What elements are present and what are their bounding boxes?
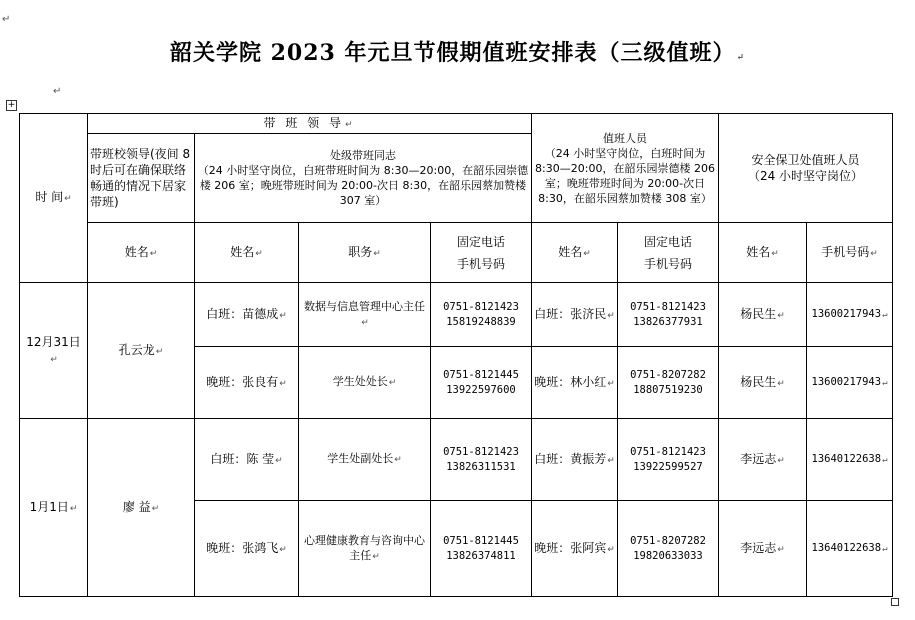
table-row bbox=[20, 283, 893, 347]
security-staff-mobile: 13600217943↵ bbox=[807, 283, 893, 347]
security-staff-mobile: 13640122638↵ bbox=[807, 501, 893, 597]
date-cell: 1月1日↵ bbox=[20, 419, 88, 597]
date-cell: 12月31日↵ bbox=[20, 283, 88, 419]
col-sec-mobile: 手机号码↵ bbox=[807, 223, 893, 283]
table-move-handle[interactable]: + bbox=[7, 100, 16, 110]
duty-staff-name: 晚班：张阿宾↵ bbox=[532, 501, 618, 597]
security-staff-name: 李远志↵ bbox=[719, 501, 807, 597]
col-sec-name: 姓名↵ bbox=[719, 223, 807, 283]
dept-leader-phone: 0751-8121423 15819248839 bbox=[431, 283, 532, 347]
security-staff-name: 杨民生↵ bbox=[719, 283, 807, 347]
school-leader-header: 带班校领导(夜间 8 时后可在确保联络畅通的情况下居家带班) bbox=[88, 134, 195, 223]
leader-group-header: 带 班 领 导↵ bbox=[88, 114, 532, 134]
col-dept-post: 职务↵ bbox=[299, 223, 431, 283]
dept-leader-post: 学生处处长↵ bbox=[299, 347, 431, 419]
duty-staff-phone: 0751-8121423 13826377931 bbox=[618, 283, 719, 347]
dept-leader-phone: 0751-8121445 13826374811 bbox=[431, 501, 532, 597]
col-dept-name: 姓名↵ bbox=[195, 223, 299, 283]
dept-leader-phone: 0751-8121445 13922597600 bbox=[431, 347, 532, 419]
title-text: 韶关学院 2023 年元旦节假期值班安排表（三级值班） bbox=[169, 40, 736, 66]
school-leader-name: 廖 益↵ bbox=[88, 419, 195, 597]
table-row bbox=[20, 419, 893, 501]
col-leader-name: 姓名↵ bbox=[88, 223, 195, 283]
paragraph-mark: ↵ bbox=[2, 14, 11, 25]
col-duty-phone: 固定电话 手机号码 bbox=[618, 223, 719, 283]
paragraph-mark: ↵ bbox=[53, 86, 62, 97]
dept-leader-header: 处级带班同志 （24 小时坚守岗位，白班带班时间为 8:30—20:00，在韶乐园崇德楼 206 室；晚班带班时间为 20:00-次日 8:30，在韶乐园蔡加赞楼 307 室） bbox=[195, 134, 532, 223]
security-staff-mobile: 13640122638↵ bbox=[807, 419, 893, 501]
dept-leader-name: 白班：苗德成↵ bbox=[195, 283, 299, 347]
security-staff-header: 安全保卫处值班人员 （24 小时坚守岗位） bbox=[719, 114, 893, 223]
dept-leader-post: 心理健康教育与咨询中心主任↵ bbox=[299, 501, 431, 597]
duty-staff-name: 白班：黄振芳↵ bbox=[532, 419, 618, 501]
security-staff-name: 杨民生↵ bbox=[719, 347, 807, 419]
duty-staff-phone: 0751-8207282 19820633033 bbox=[618, 501, 719, 597]
table-resize-handle[interactable] bbox=[891, 598, 899, 606]
school-leader-name: 孔云龙↵ bbox=[88, 283, 195, 419]
dept-leader-phone: 0751-8121423 13826311531 bbox=[431, 419, 532, 501]
security-staff-name: 李远志↵ bbox=[719, 419, 807, 501]
duty-staff-phone: 0751-8121423 13922599527 bbox=[618, 419, 719, 501]
dept-leader-name: 白班：陈 莹↵ bbox=[195, 419, 299, 501]
duty-staff-header: 值班人员 （24 小时坚守岗位，白班时间为 8:30—20:00，在韶乐园崇德楼 206 室；晚班带班时间为 20:00-次日 8:30，在韶乐园蔡加赞楼 308 室） bbox=[532, 114, 719, 223]
page-title: 韶关学院 2023 年元旦节假期值班安排表（三级值班）↵ bbox=[169, 40, 746, 66]
dept-leader-name: 晚班：张鸿飞↵ bbox=[195, 501, 299, 597]
duty-staff-name: 晚班：林小红↵ bbox=[532, 347, 618, 419]
dept-leader-name: 晚班：张良有↵ bbox=[195, 347, 299, 419]
col-dept-phone: 固定电话 手机号码 bbox=[431, 223, 532, 283]
dept-leader-post: 数据与信息管理中心主任↵ bbox=[299, 283, 431, 347]
duty-schedule-table bbox=[19, 113, 893, 597]
security-staff-mobile: 13600217943↵ bbox=[807, 347, 893, 419]
dept-leader-post: 学生处副处长↵ bbox=[299, 419, 431, 501]
time-header: 时 间↵ bbox=[20, 114, 88, 283]
col-duty-name: 姓名↵ bbox=[532, 223, 618, 283]
duty-staff-phone: 0751-8207282 18807519230 bbox=[618, 347, 719, 419]
duty-staff-name: 白班：张济民↵ bbox=[532, 283, 618, 347]
